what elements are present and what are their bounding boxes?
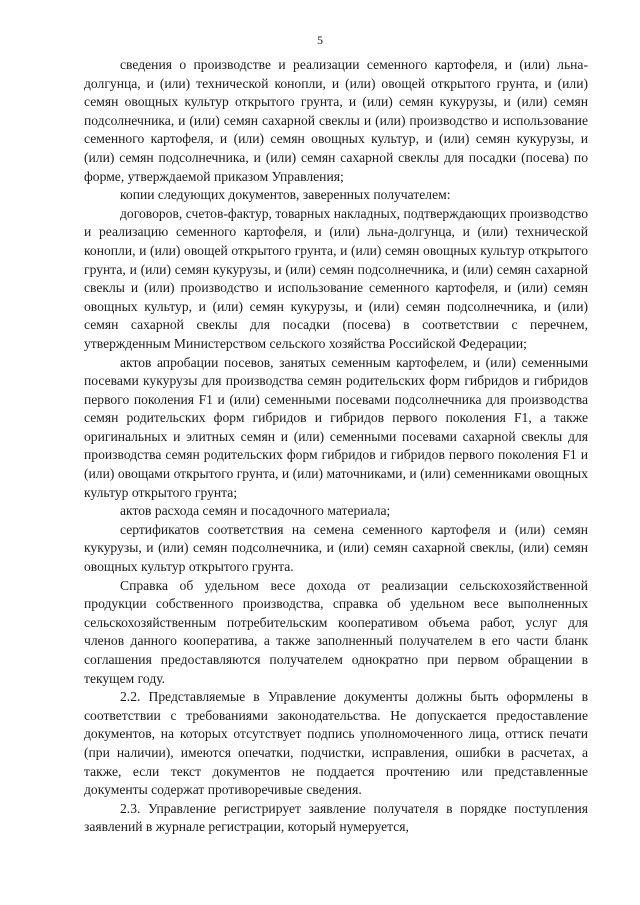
document-body	[84, 56, 588, 837]
paragraph-contracts-invoices: договоров, счетов-фактур, товарных накладных, подтверждающих производство и реализацию семенного картофеля, и (или) льна-долгунца, и (или) технической конопли, и (или) овощей открытого грунта, и (или) семян овощных культур открытого грунта, и (или) семян кукурузы, и (или) семян подсолнечника, и (или) семян сахарной свеклы и (или) производство и использование семенного картофеля, и (или) семян овощных культур, и (или) семян кукурузы, и (или) семян подсолнечника, и (или) семян сахарной свеклы для посадки (посева) в соответствии с перечнем, утвержденным Министерством сельского хозяйства Российской Федерации;	[84, 205, 588, 351]
page-number: 5	[317, 33, 323, 47]
paragraph-conformity-certificates: сертификатов соответствия на семена семенного картофеля и (или) семян кукурузы, и (или) семян подсолнечника, и (или) семян сахарной свеклы, (или) семян овощных культур открытого грунта.	[84, 521, 588, 575]
paragraph-crop-approbation-acts: актов апробации посевов, занятых семенным картофелем, и (или) семенными посевами кукурузы для производства семян родительских форм гибридов и гибридов первого поколения F1 и (или) семенными посевами подсолнечника для производства семян родительских форм гибридов и гибридов первого поколения F1, а также оригинальных и элитных семян и (или) семенными посевами сахарной свеклы для производства семян родительских форм гибридов и гибридов первого поколения F1 и (или) овощами открытого грунта, и (или) маточниками, и (или) семенниками овощных культур открытого грунта;	[84, 354, 588, 500]
paragraph-income-share-certificate: Справка об удельном весе дохода от реализации сельскохозяйственной продукции собственного производства, справка об удельном весе выполненных сельскохозяйственным потребительским кооперативом объема работ, услуг для членов данного кооператива, а также заполненный получателем в его части бланк соглашения предоставляются получателем однократно при первом обращении в текущем году.	[84, 577, 588, 686]
paragraph-document-copies-intro: копии следующих документов, заверенных получателем:	[120, 187, 451, 203]
paragraph-section-2-3: 2.3. Управление регистрирует заявление получателя в порядке поступления заявлений в журнале регистрации, который нумеруется,	[84, 800, 588, 835]
paragraph-section-2-2: 2.2. Представляемые в Управление документы должны быть оформлены в соответствии с требованиями законодательства. Не допускается предоставление документов, на которых отсутствует подпись уполномоченного лица, оттиск печати (при наличии), имеются опечатки, подчистки, исправления, ошибки в расчетах, а также, если текст документов не поддается прочтению или представленные документы содержат противоречивые сведения.	[84, 689, 588, 798]
paragraph-seed-consumption-acts: актов расхода семян и посадочного материала;	[120, 503, 391, 519]
paragraph-seed-production-info: сведения о производстве и реализации семенного картофеля, и (или) льна-долгунца, и (или) технической конопли, и (или) овощей открытого грунта, и (или) семян овощных культур открытого грунта, и (или) семян кукурузы, и (или) семян подсолнечника, и (или) семян сахарной свеклы и (или) производство и использование семенного картофеля, и (или) семян овощных культур, и (или) семян кукурузы, и (или) семян подсолнечника, и (или) семян сахарной свеклы для посадки (посева) по форме, утверждаемой приказом Управления;	[84, 57, 588, 184]
